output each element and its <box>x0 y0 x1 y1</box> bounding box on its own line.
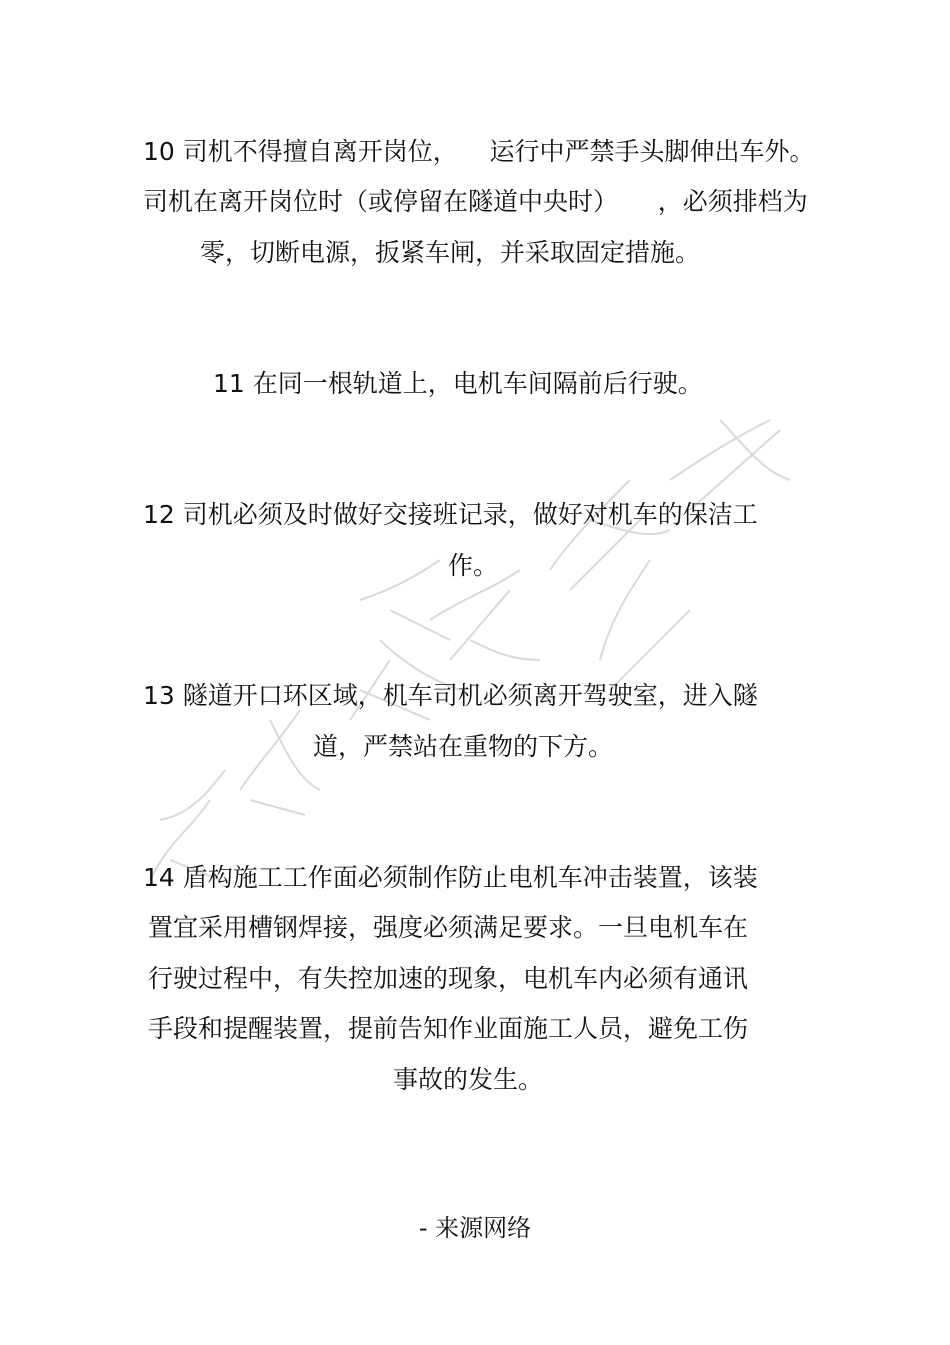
paragraph-12-line-1: 12 司机必须及时做好交接班记录，做好对机车的保洁工 <box>143 500 758 529</box>
watermark-image <box>130 360 830 920</box>
paragraph-12-line-2: 作。 <box>448 551 499 580</box>
paragraph-13-line-2: 道，严禁站在重物的下方。 <box>313 732 614 761</box>
paragraph-10-line-3: 零，切断电源，扳紧车闸，并采取固定措施。 <box>200 238 701 267</box>
paragraph-14-line-1: 14 盾构施工工作面必须制作防止电机车冲击装置，该装 <box>143 863 758 892</box>
paragraph-11-line-1: 11 在同一根轨道上，电机车间隔前后行驶。 <box>213 369 703 398</box>
footer-source: - 来源网络 <box>418 1214 532 1242</box>
paragraph-14-line-5: 事故的发生。 <box>393 1065 544 1094</box>
paragraph-14-line-2: 置宜采用槽钢焊接，强度必须满足要求。一旦电机车在 <box>148 913 749 942</box>
paragraph-14-line-3: 行驶过程中，有失控加速的现象，电机车内必须有通讯 <box>148 964 749 993</box>
paragraph-10-line-2: 司机在离开岗位时（或停留在隧道中央时） ，必须排档为 <box>143 187 808 216</box>
paragraph-14-line-4: 手段和提醒装置，提前告知作业面施工人员，避免工伤 <box>148 1014 749 1043</box>
paragraph-13-line-1: 13 隧道开口环区域，机车司机必须离开驾驶室，进入隧 <box>143 681 758 710</box>
paragraph-10-line-1: 10 司机不得擅自离开岗位， 运行中严禁手头脚伸出车外。 <box>143 137 815 166</box>
